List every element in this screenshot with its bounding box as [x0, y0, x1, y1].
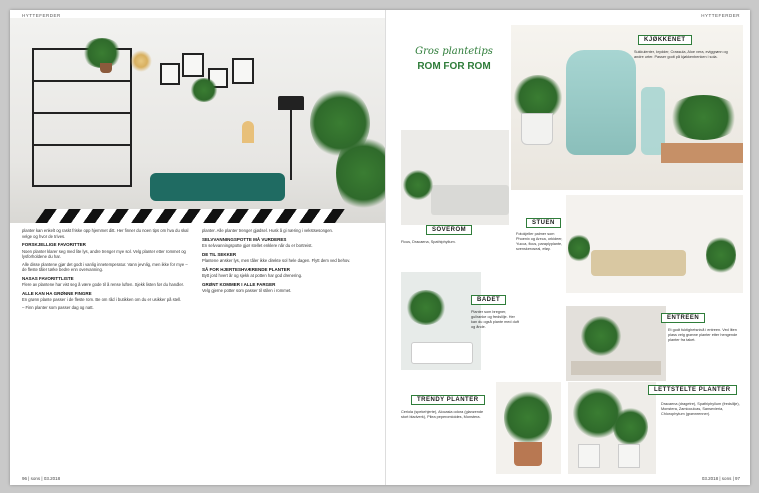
caption-badet: Planter som bregner, gullranke og fredslilje. Her kan du også plante med duft og ånde.	[471, 310, 519, 329]
sofa	[591, 250, 686, 276]
trendy-plants-photo	[496, 382, 561, 474]
paragraph: Plantene ønsker lys, men tåler ikke direkte sol hele dagen. Flytt dem ved behov.	[202, 258, 351, 263]
person	[242, 121, 254, 143]
plant-pot	[514, 442, 542, 466]
paragraph: En grønn plante passer i de fleste rom. Be om råd i butikken om du er usikker på stell.	[22, 297, 182, 302]
subheading: DE TIL SEKKER	[202, 251, 237, 257]
caption-kjokkenet: Sukkulenter, krydder, Crassula, Aloe vera, eviggrønn og andre urter. Passer godt på kjøkkenbenken i sola.	[634, 50, 728, 59]
glass-jar	[566, 50, 636, 155]
paragraph: Flere av plantene har vist seg å være gode til å rense luften. Sjekk listen før du handler.	[22, 282, 185, 287]
paragraph: Velg gjerne potter som passer til stilen i rommet.	[202, 288, 292, 293]
page-subtitle: ROM FOR ROM	[417, 61, 491, 72]
subheading: SELVVANNINGSPOTTE MÅ VURDERES	[202, 236, 287, 242]
shelf-illustration	[32, 48, 132, 187]
subheading: FORSKJELLIGE FAVORITTER	[22, 242, 86, 247]
label-soverom: SOVEROM	[426, 225, 472, 235]
plant-pot	[100, 63, 112, 73]
caption-lettstelte: Dracaena (dragetre), Spathiphyllum (fredslilje), Monstera, Zamioculcas, Sansevieria, Chlorophytum (grønnrenner).	[661, 402, 740, 416]
plant-pot	[578, 444, 600, 468]
living-room-photo-right	[566, 195, 743, 293]
left-folio: 96 | sons | 03.2018	[22, 476, 61, 481]
rug	[35, 209, 345, 223]
paragraph: planter. Alle planter trenger gjødsel. Husk å gi næring i vekstsesongen.	[202, 228, 334, 233]
label-kjokkenet: KJØKKENET	[638, 35, 692, 45]
paragraph: planter kan enkelt og raskt friske opp hjemmet ditt. Her finner du noen tips om hva du skal velge og hvor de trives.	[22, 228, 189, 239]
caption-stuen: Fotokjeller palmer som Phoenix og Areca, orkideer, Yucca, ficus, paraplyplante, svenskeroseal, eføy.	[516, 232, 563, 251]
label-stuen: STUEN	[526, 218, 561, 228]
easy-care-plants-photo	[568, 382, 656, 474]
right-folio: 03.2018 | sons | 97	[701, 476, 740, 481]
sunburst-mirror	[130, 50, 152, 72]
plant-pot	[521, 113, 553, 145]
left-column-1	[22, 228, 190, 312]
paragraph: Bytt jord hvert år og sjekk at potten har god drenering.	[202, 273, 303, 278]
caption-trendy: Ceriola (spekehjerte), Alocasia odora (glanzende stort bladverk), Pilea peperomioides, Monstera.	[401, 410, 484, 419]
bedroom-photo	[401, 130, 509, 225]
entry-photo	[566, 306, 666, 381]
paragraph: Noen planter klarer seg med lite lys, andre trenger mye sol. Velg planter etter rommet og lysforholdene du har.	[22, 248, 186, 259]
caption-entreen: Et godt fuktighetsnivå i entreen. Ved liten plass velg grønne planter etter hengende planter fra taket.	[668, 328, 738, 342]
label-badet: BADET	[471, 295, 506, 305]
subheading: NASAS FAVORITTLISTE	[22, 275, 74, 281]
plant	[504, 390, 552, 445]
plant	[190, 78, 218, 102]
title-box	[404, 30, 504, 102]
wall-frame	[182, 53, 204, 77]
bathroom-photo	[401, 272, 481, 370]
left-page	[10, 10, 386, 485]
label-trendy: TRENDY PLANTER	[411, 395, 485, 405]
living-room-photo	[10, 18, 385, 223]
plant	[403, 170, 433, 200]
wall-frame	[232, 58, 254, 84]
subheading: SÅ FOR HJERTESHVÆRENDE PLANTER	[202, 266, 291, 272]
lamp-stand	[290, 110, 292, 180]
sink	[411, 342, 473, 364]
plant	[406, 290, 446, 325]
label-entreen: ENTREEN	[661, 313, 705, 323]
right-page	[386, 10, 750, 485]
bed	[431, 185, 509, 215]
label-lettstelte: LETTSTELTE PLANTER	[648, 385, 737, 395]
paragraph: – Finn planter som passer dag og natt.	[22, 304, 94, 310]
wall-frame	[160, 63, 180, 85]
bench	[571, 361, 661, 375]
plant	[581, 316, 621, 356]
left-kicker: HYTTEFERDER	[22, 13, 61, 18]
sofa	[150, 173, 285, 201]
wooden-box	[661, 143, 743, 163]
subheading: GRØNT KOMMER I ALLE FARGER	[202, 281, 276, 287]
caption-soverom: Ficus, Dracaena, Spathiphyllum.	[401, 240, 456, 244]
plant	[336, 133, 385, 213]
plant-pot	[618, 444, 640, 468]
lamp	[278, 96, 304, 110]
magazine-spread	[10, 10, 750, 485]
page-title: Gros plantetips	[415, 46, 493, 57]
herb-plants	[666, 95, 741, 140]
plant	[568, 233, 590, 263]
left-column-2	[202, 228, 370, 296]
paragraph: Alle disse plantene gjør det godt i vanlig innetemperatur. Vann jevnlig, men ikke for mye – de fleste tåler tørke bedre enn overvanning.	[22, 261, 188, 272]
plant	[706, 235, 736, 275]
subheading: ALLE KAN HA GRØNNE FINGRE	[22, 290, 92, 296]
right-kicker: HYTTEFERDER	[701, 13, 740, 18]
paragraph: En selvvanningspotte gjør stellet enklere når du er bortreist.	[202, 243, 313, 248]
plant	[613, 407, 648, 447]
